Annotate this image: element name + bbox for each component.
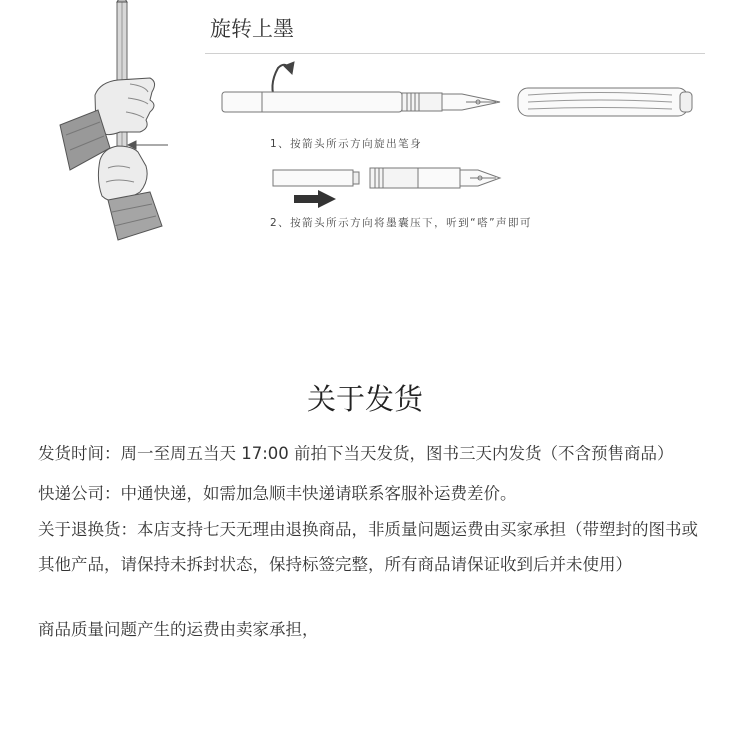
step2-pen-drawing <box>273 168 500 208</box>
shipping-time-text: 发货时间：周一至周五当天 17:00 前拍下当天发货，图书三天内发货（不含预售商品） <box>38 444 674 463</box>
section-title: 旋转上墨 <box>210 17 294 41</box>
shipping-heading: 关于发货 <box>306 382 423 416</box>
return-policy-text: 关于退换货：本店支持七天无理由退换商品，非质量问题运费由买家承担（带塑封的图书或其他产品，请保持未拆封状态，保持标签完整，所有商品请保证收到后并未使用） <box>38 520 698 574</box>
hands-holding-pen-drawing <box>60 0 168 240</box>
courier-text: 快递公司：中通快递，如需加急顺丰快递请联系客服补运费差价。 <box>38 484 517 503</box>
step1-instruction: 1、按箭头所示方向旋出笔身 <box>270 138 423 150</box>
quality-issue-text: 商品质量问题产生的运费由卖家承担， <box>38 620 319 639</box>
pen-inking-illustration <box>0 0 730 260</box>
step1-pen-drawing <box>222 62 692 116</box>
title-divider <box>205 53 705 54</box>
step2-instruction: 2、按箭头所示方向将墨囊压下，听到“嗒”声即可 <box>270 217 533 229</box>
